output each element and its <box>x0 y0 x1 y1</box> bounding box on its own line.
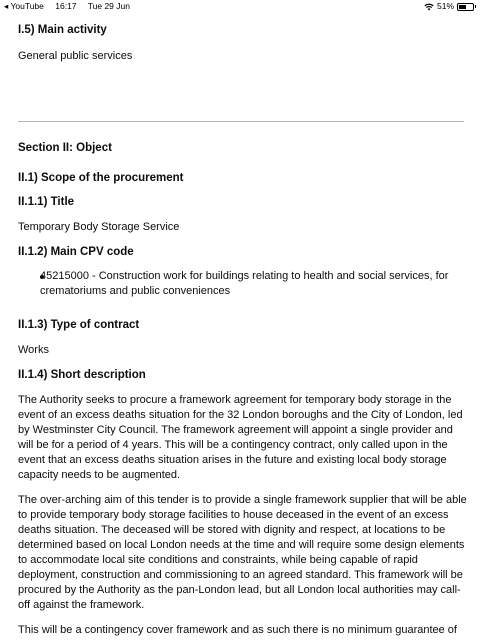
status-bar <box>0 0 480 13</box>
description-paragraph-3: This will be a contingency cover framework and as such there is no minimum guarantee of <box>18 624 457 636</box>
battery-percent: 51% <box>436 1 454 11</box>
cpv-line: crematoriums and public conveniences <box>40 285 231 297</box>
battery-icon <box>457 3 474 11</box>
cpv-line: 45215000 - Construction work for buildings relating to health and social services, for <box>40 270 449 282</box>
paragraph-line: to provide temporary body storage facilities to house deceased in the event of an excess <box>18 509 449 521</box>
section-divider <box>18 121 464 122</box>
paragraph-line: The Authority seeks to procure a framework agreement for temporary body storage in the <box>18 394 452 406</box>
main-activity-heading: I.5) Main activity <box>18 24 107 36</box>
description-paragraph-2 <box>18 493 467 613</box>
cpv-code-item <box>40 269 464 299</box>
description-paragraph-1 <box>18 393 464 483</box>
title-value: Temporary Body Storage Service <box>18 221 180 233</box>
paragraph-line: capacity needs to be augmented. <box>18 469 181 481</box>
paragraph-line: off against the framework. <box>18 599 145 611</box>
status-bar-right <box>424 0 474 13</box>
paragraph-line: procured by the Authority as the pan-London lead, but all London local authorities may call- <box>18 584 461 596</box>
contract-type-value: Works <box>18 344 49 356</box>
cpv-heading: II.1.2) Main CPV code <box>18 246 134 258</box>
back-to-app-link[interactable]: ◂ YouTube <box>4 1 44 11</box>
contract-type-heading: II.1.3) Type of contract <box>18 319 140 331</box>
paragraph-line: determined based on local London needs at the time and will require some design elements <box>18 539 465 551</box>
paragraph-line: The over-arching aim of this tender is to provide a single framework supplier that will be able <box>18 494 467 506</box>
paragraph-line: event that an excess deaths situation arises in the future and existing local body storage <box>18 454 447 466</box>
paragraph-line: will be for a period of 4 years. This will be a contingency contract, only called upon in the <box>18 439 448 451</box>
paragraph-line: event of an excess deaths situation for the 32 London boroughs and the City of London, led <box>18 409 463 421</box>
scope-heading: II.1) Scope of the procurement <box>18 172 184 184</box>
short-description-heading: II.1.4) Short description <box>18 369 146 381</box>
status-time: 16:17 <box>55 1 77 11</box>
paragraph-line: to accommodate local site conditions and constraints, while being capable of rapid <box>18 554 418 566</box>
section-ii-heading: Section II: Object <box>18 142 112 154</box>
paragraph-line: deployment, construction and commissioning to an agreed standard. This framework will be <box>18 569 463 581</box>
main-activity-value: General public services <box>18 50 133 62</box>
status-bar-left <box>4 0 139 13</box>
paragraph-line: by Westminster City Council. The framework agreement will appoint a single provider and <box>18 424 453 436</box>
paragraph-line: deaths situation. The deceased will be stored with dignity and respect, at locations to be <box>18 524 446 536</box>
status-date: Tue 29 Jun <box>87 1 130 11</box>
wifi-icon <box>424 3 434 11</box>
title-heading: II.1.1) Title <box>18 196 75 208</box>
